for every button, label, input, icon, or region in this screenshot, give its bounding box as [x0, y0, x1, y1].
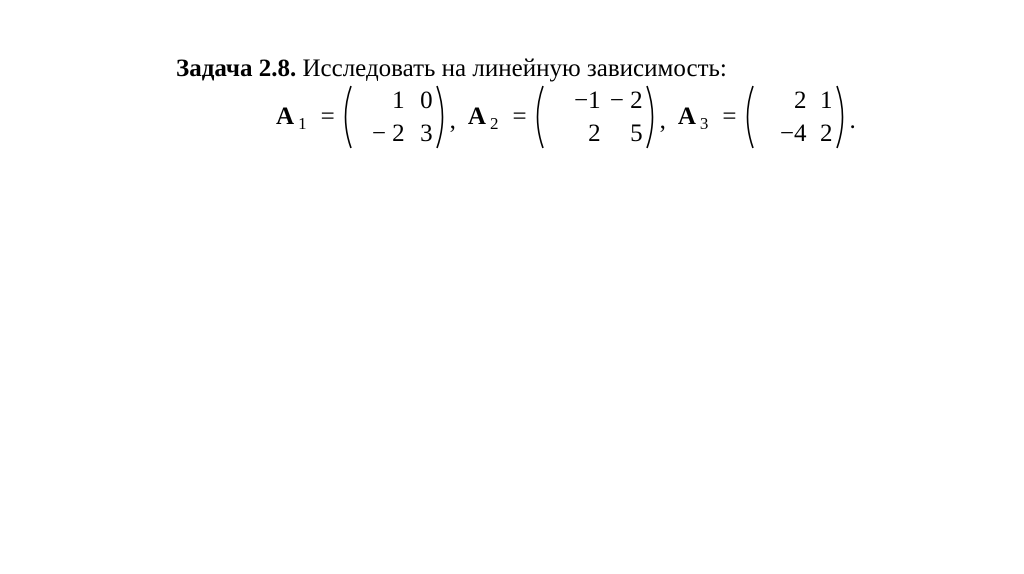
- matrix-cells-a3: [755, 84, 835, 150]
- matrix-letter: A: [276, 103, 295, 130]
- left-parenthesis: [531, 84, 545, 150]
- left-parenthesis: [741, 84, 755, 150]
- matrix-cells-a2: [545, 84, 645, 150]
- matrix-a1: [339, 84, 449, 150]
- matrix-cell: − 2: [371, 120, 405, 147]
- matrix-cell: 0: [420, 87, 433, 114]
- matrix-cell: − 2: [609, 87, 643, 114]
- problem-label: Задача 2.8.: [176, 55, 297, 82]
- matrix-formula: [276, 84, 856, 150]
- right-parenthesis: [645, 84, 659, 150]
- matrix-name-a1: [276, 103, 307, 131]
- matrix-name-a3: [678, 103, 709, 131]
- problem-statement: [176, 54, 727, 84]
- matrix-letter: A: [677, 103, 696, 130]
- matrix-a3: [741, 84, 849, 150]
- matrix-cells-a1: [353, 84, 435, 150]
- matrix-cell: −1: [573, 87, 601, 114]
- matrix-cell: 1: [392, 87, 405, 114]
- matrix-index: 3: [699, 114, 709, 133]
- matrix-cell: 3: [420, 120, 433, 147]
- matrix-name-a2: [468, 103, 499, 131]
- matrix-cell: −4: [779, 120, 807, 147]
- right-parenthesis: [835, 84, 849, 150]
- matrix-index: 2: [489, 114, 499, 133]
- matrix-index: 1: [298, 114, 307, 133]
- left-parenthesis: [339, 84, 353, 150]
- matrix-term-a2: [468, 84, 678, 150]
- matrix-letter: A: [467, 103, 486, 130]
- matrix-term-a1: [276, 84, 468, 150]
- end-period: .: [849, 107, 856, 134]
- equals-sign: =: [320, 103, 335, 130]
- matrix-a2: [531, 84, 659, 150]
- matrix-cell: 2: [588, 120, 601, 147]
- matrix-term-a3: [678, 84, 856, 150]
- right-parenthesis: [435, 84, 449, 150]
- separator: ,: [449, 107, 456, 134]
- separator: ,: [659, 107, 666, 134]
- matrix-cell: 1: [820, 87, 833, 114]
- equals-sign: =: [722, 103, 737, 130]
- matrix-cell: 2: [820, 120, 833, 147]
- equals-sign: =: [512, 103, 527, 130]
- matrix-cell: 2: [794, 87, 807, 114]
- problem-text: Исследовать на линейную зависимость:: [302, 55, 727, 82]
- matrix-cell: 5: [630, 120, 643, 147]
